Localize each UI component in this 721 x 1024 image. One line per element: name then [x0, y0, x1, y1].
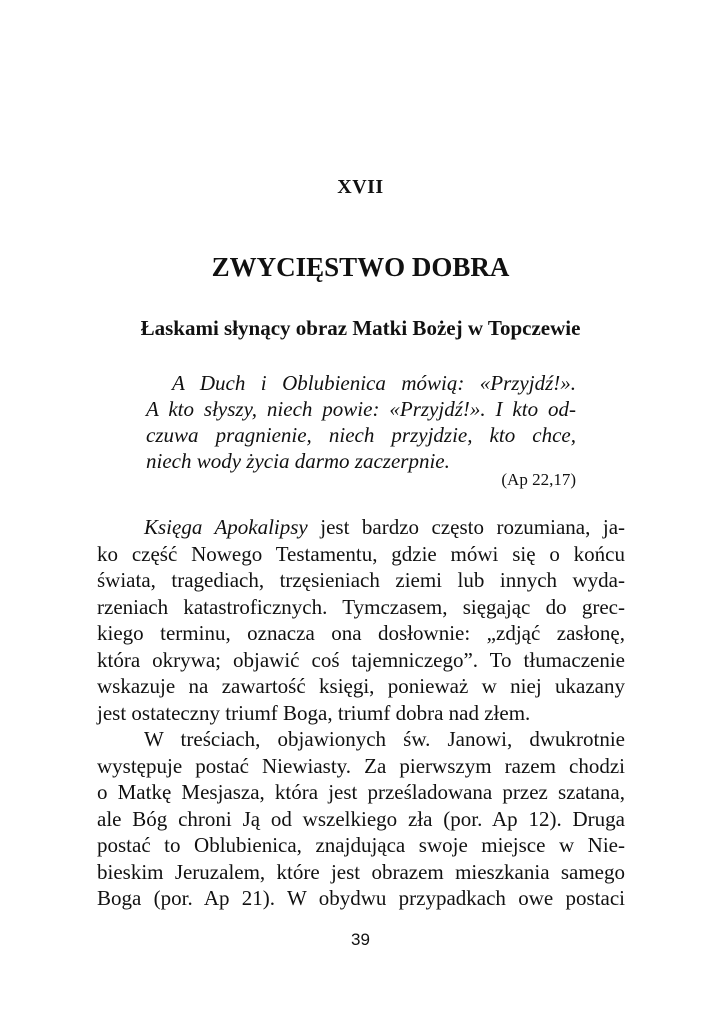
book-title-italic: Księga Apokalipsy	[144, 515, 308, 539]
body-line: o Matkę Mesjasza, która jest prześladowana przez szatana,	[97, 780, 625, 804]
body-line: ko część Nowego Testamentu, gdzie mówi się o końcu	[97, 541, 625, 566]
body-line: Boga (por. Ap 21). W obydwu przypadkach owe postaci	[97, 886, 625, 910]
body-line: ale Bóg chroni Ją od wszelkiego zła (por. Ap 12). Druga	[97, 806, 625, 831]
body-line: bieskim Jeruzalem, które jest obrazem mieszkania samego	[97, 859, 625, 884]
body-line-rest: jest bardzo często rozumiana, ja-	[307, 515, 626, 539]
epigraph-line: niech wody życia darmo zaczerpnie.	[146, 449, 450, 473]
body-line: kiego terminu, oznacza ona dosłownie: „zdjąć zasłonę,	[97, 621, 625, 645]
body-line: świata, tragediach, trzęsieniach ziemi lub innych wyda-	[97, 568, 625, 592]
body-line: rzeniach katastroficznych. Tymczasem, sięgając do grec-	[97, 594, 625, 619]
chapter-title: ZWYCIĘSTWO DOBRA	[211, 252, 510, 282]
body-line: która okrywa; objawić coś tajemniczego”. To tłumaczenie	[97, 647, 625, 672]
epigraph	[146, 370, 576, 474]
epigraph-line: A kto słyszy, niech powie: «Przyjdź!». I kto od-	[146, 397, 576, 421]
chapter-number: XVII	[337, 176, 384, 198]
epigraph-line: czuwa pragnienie, niech przyjdzie, kto chce,	[146, 423, 576, 447]
body-line: występuje postać Niewiasty. Za pierwszym razem chodzi	[97, 753, 625, 778]
body-line: jest ostateczny triumf Boga, triumf dobra nad złem.	[97, 700, 531, 725]
body-line: W treściach, objawionych św. Janowi, dwukrotnie	[144, 727, 625, 751]
body-text	[97, 514, 625, 912]
epigraph-reference: (Ap 22,17)	[501, 470, 576, 489]
body-line: wskazuje na zawartość księgi, ponieważ w niej ukazany	[97, 674, 625, 698]
epigraph-line: A Duch i Oblubienica mówią: «Przyjdź!».	[172, 371, 576, 395]
chapter-subtitle: Łaskami słynący obraz Matki Bożej w Topczewie	[140, 316, 581, 340]
page-number: 39	[351, 930, 370, 949]
body-line	[97, 514, 625, 541]
body-line: postać to Oblubienica, znajdująca swoje miejsce w Nie-	[97, 833, 625, 857]
